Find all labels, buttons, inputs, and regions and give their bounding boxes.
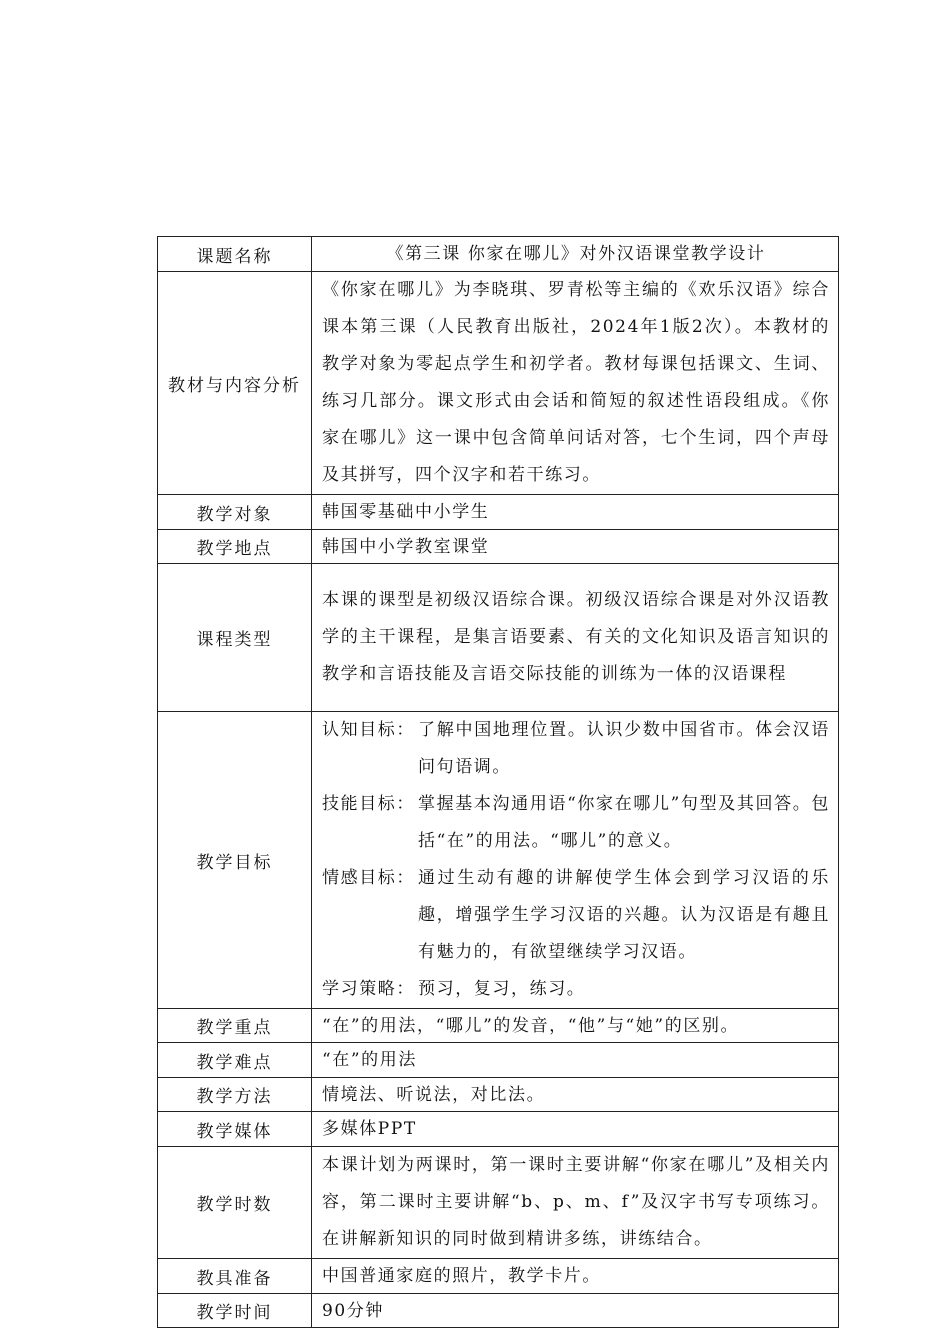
row-label: 课题名称 (158, 237, 312, 272)
goals-cell (312, 712, 839, 1009)
table-row (158, 1294, 839, 1328)
key-points-text: “在”的用法，“哪儿”的发音，“他”与“她”的区别。 (312, 1009, 839, 1043)
goal-label: 情感目标： (322, 868, 415, 888)
place-text: 韩国中小学教室课堂 (312, 530, 839, 564)
goal-text: 预习，复习，练习。 (418, 979, 586, 999)
table-row (158, 530, 839, 564)
table-row (158, 564, 839, 712)
goal-item (322, 971, 830, 1008)
row-label: 教学重点 (158, 1009, 312, 1043)
row-label: 教具准备 (158, 1259, 312, 1294)
row-label: 课程类型 (158, 564, 312, 712)
table-row (158, 237, 839, 272)
hours-text: 本课计划为两课时，第一课时主要讲解“你家在哪儿”及相关内容，第二课时主要讲解“b、p、m、f”及汉字书写专项练习。在讲解新知识的同时做到精讲多练，讲练结合。 (312, 1147, 839, 1259)
goal-item (322, 712, 830, 786)
goal-label: 技能目标： (322, 794, 415, 814)
row-label: 教学时数 (158, 1147, 312, 1259)
row-label: 教学时间 (158, 1294, 312, 1328)
media-text: 多媒体PPT (312, 1112, 839, 1147)
table-row (158, 495, 839, 530)
goal-text: 掌握基本沟通用语“你家在哪儿”句型及其回答。包括“在”的用法。“哪儿”的意义。 (418, 794, 830, 851)
row-label: 教学目标 (158, 712, 312, 1009)
goal-label: 学习策略： (322, 979, 415, 999)
table-row (158, 1112, 839, 1147)
table-row (158, 1009, 839, 1043)
row-label: 教学方法 (158, 1078, 312, 1112)
row-label: 教材与内容分析 (158, 272, 312, 495)
lesson-title: 《第三课 你家在哪儿》对外汉语课堂教学设计 (312, 237, 839, 272)
table-row (158, 272, 839, 495)
row-label: 教学地点 (158, 530, 312, 564)
analysis-text: 《你家在哪儿》为李晓琪、罗青松等主编的《欢乐汉语》综合课本第三课（人民教育出版社，2024年1版2次）。本教材的教学对象为零起点学生和初学者。教材每课包括课文、生词、练习几部分。课文形式由会话和简短的叙述性语段组成。《你家在哪儿》这一课中包含简单问话对答，七个生词，四个声母及其拼写，四个汉字和若干练习。 (312, 272, 839, 495)
row-label: 教学难点 (158, 1043, 312, 1078)
table-row (158, 1147, 839, 1259)
row-label: 教学媒体 (158, 1112, 312, 1147)
course-type-text: 本课的课型是初级汉语综合课。初级汉语综合课是对外汉语教学的主干课程，是集言语要素、有关的文化知识及语言知识的教学和言语技能及言语交际技能的训练为一体的汉语课程 (312, 564, 839, 712)
table-row (158, 1043, 839, 1078)
goal-item (322, 786, 830, 860)
tools-text: 中国普通家庭的照片，教学卡片。 (312, 1259, 839, 1294)
goal-label: 认知目标： (322, 720, 415, 740)
time-text: 90分钟 (312, 1294, 839, 1328)
goal-text: 了解中国地理位置。认识少数中国省市。体会汉语问句语调。 (418, 720, 830, 777)
goal-text: 通过生动有趣的讲解使学生体会到学习汉语的乐趣，增强学生学习汉语的兴趣。认为汉语是有趣且有魅力的，有欲望继续学习汉语。 (418, 868, 830, 962)
table-row (158, 1078, 839, 1112)
methods-text: 情境法、听说法，对比法。 (312, 1078, 839, 1112)
difficulties-text: “在”的用法 (312, 1043, 839, 1078)
table-row (158, 712, 839, 1009)
goal-item (322, 860, 830, 971)
students-text: 韩国零基础中小学生 (312, 495, 839, 530)
lesson-plan-table (157, 236, 839, 1328)
table-row (158, 1259, 839, 1294)
row-label: 教学对象 (158, 495, 312, 530)
